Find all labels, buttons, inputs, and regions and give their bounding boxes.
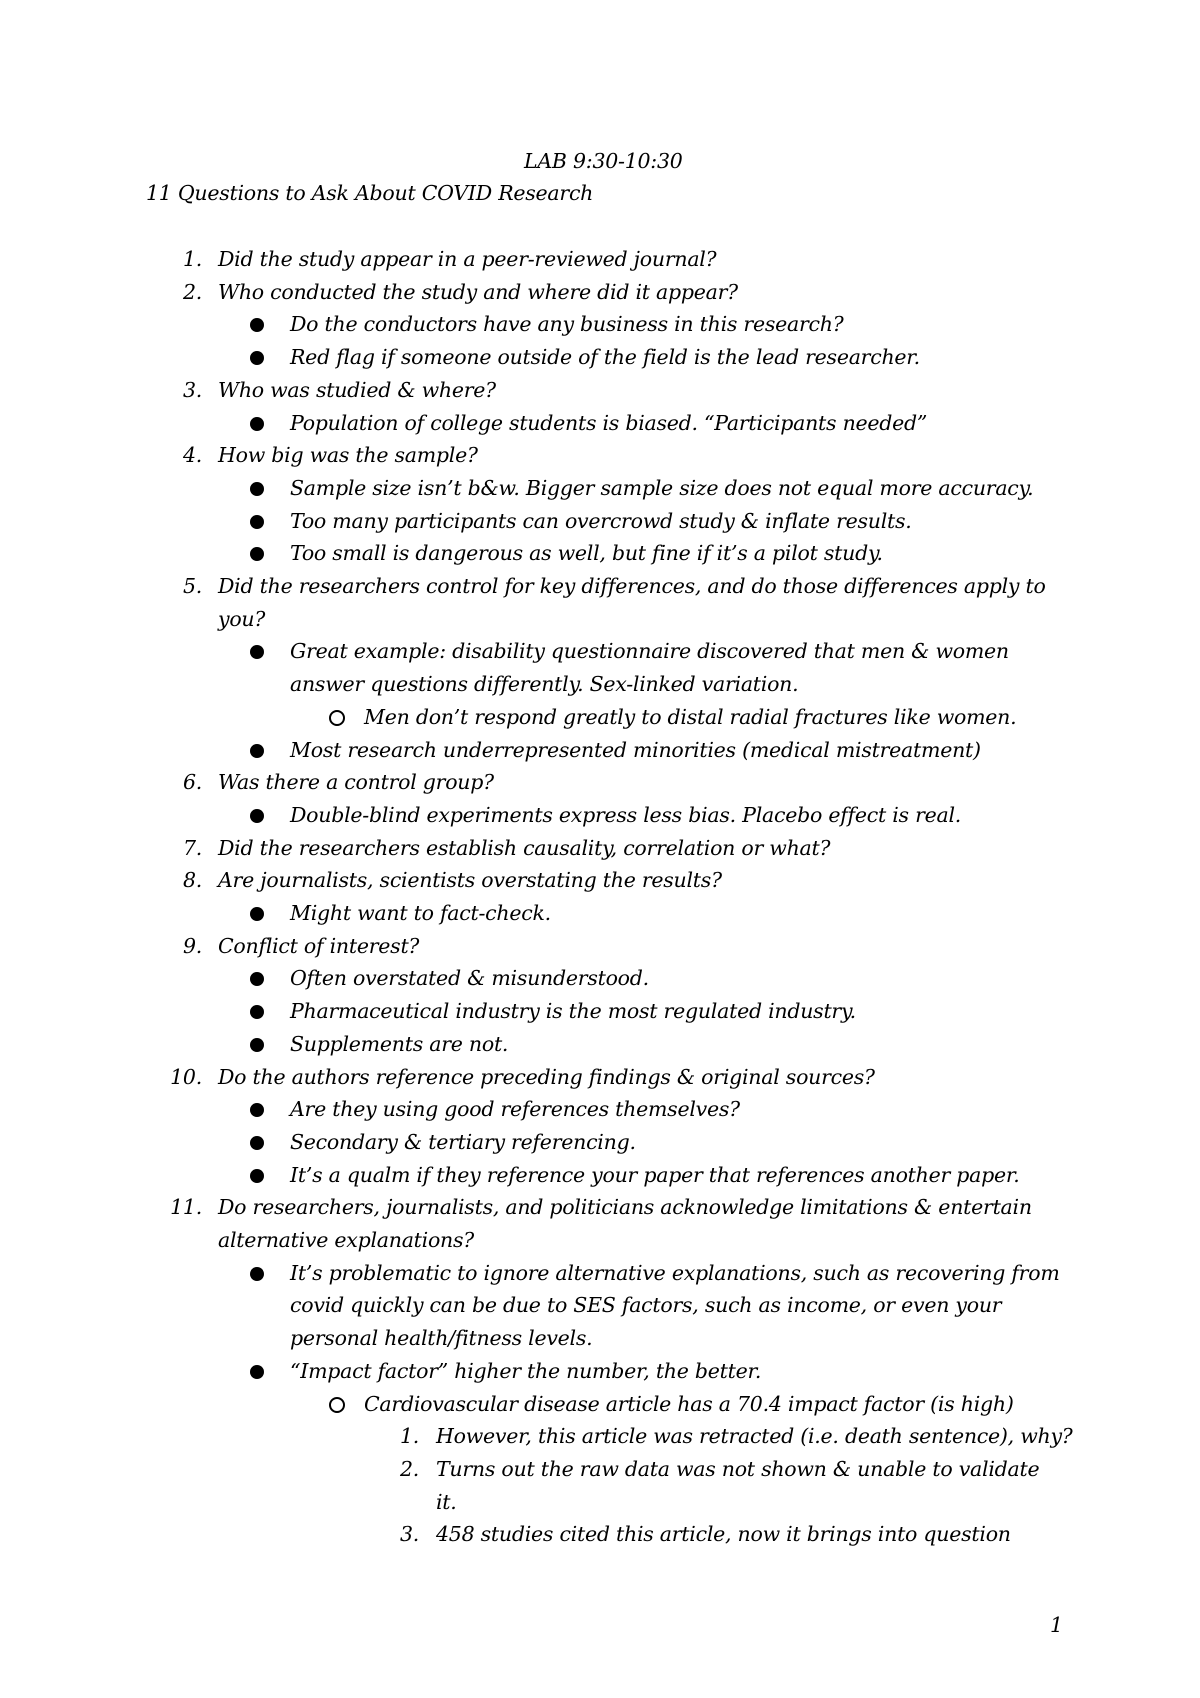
bullet-text: “Impact factor” higher the number, the better. (290, 1358, 762, 1383)
bullet-circle-icon (329, 1397, 345, 1413)
bullet-text: Do the conductors have any business in this research? (290, 312, 844, 337)
sub-bullet-text: Cardiovascular disease article has a 70.4 impact factor (is high) (364, 1391, 1014, 1416)
question-text: Who was studied & where? (218, 377, 496, 402)
bullet-text: It’s a qualm if they reference your paper that references another paper. (290, 1162, 1020, 1187)
bullet-circle-icon (329, 710, 345, 726)
question-number: 4. (182, 443, 202, 468)
bullet-dot-icon (250, 482, 264, 496)
bullet-text: Great example: disability questionnaire discovered that men & women (290, 639, 1009, 664)
document-title: LAB 9:30-10:30 (524, 149, 683, 173)
sub-item-text: However, this article was retracted (i.e. death sentence), why? (436, 1424, 1073, 1449)
bullet-dot-icon (250, 318, 264, 332)
bullet-text: Red flag if someone outside of the field is the lead researcher. (290, 345, 920, 370)
bullet-dot-icon (250, 1365, 264, 1379)
bullet-dot-icon (250, 809, 264, 823)
question-text: How big was the sample? (218, 443, 478, 468)
bullet-text: Might want to fact-check. (290, 901, 551, 925)
sub-item-number: 2. (399, 1456, 419, 1481)
question-text: Do researchers, journalists, and politicians acknowledge limitations & entertain (218, 1195, 1032, 1220)
question-number: 10. (170, 1064, 202, 1089)
question-number: 6. (182, 770, 202, 795)
bullet-dot-icon (250, 907, 264, 921)
sub-bullet-text: Men don’t respond greatly to distal radial fractures like women. (364, 704, 1017, 729)
question-text: Who conducted the study and where did it appear? (218, 279, 738, 304)
question-text: alternative explanations? (218, 1228, 475, 1252)
sub-item-number: 1. (399, 1424, 419, 1449)
page-number: 1 (1050, 1613, 1063, 1637)
bullet-dot-icon (250, 1169, 264, 1183)
bullet-text: Are they using good references themselves? (290, 1097, 740, 1122)
bullet-dot-icon (250, 351, 264, 365)
question-text: Conflict of interest? (218, 933, 420, 958)
bullet-text: Sample size isn’t b&w. Bigger sample size does not equal more accuracy. (290, 475, 1034, 500)
bullet-text: Double-blind experiments express less bias. Placebo effect is real. (290, 802, 962, 827)
sub-item-number: 3. (399, 1522, 419, 1547)
bullet-text: answer questions differently. Sex-linked variation. (290, 672, 799, 697)
bullet-text: covid quickly can be due to SES factors, such as income, or even your (290, 1293, 1002, 1318)
question-number: 1. (182, 247, 202, 271)
bullet-text: Most research underrepresented minorities (medical mistreatment) (290, 737, 981, 762)
bullet-dot-icon (250, 1103, 264, 1117)
question-text: Did the researchers control for key differences, and do those differences apply to (218, 574, 1046, 598)
bullet-text: Population of college students is biased. “Participants needed” (290, 410, 928, 435)
question-text: Do the authors reference preceding findings & original sources? (218, 1064, 875, 1089)
bullet-dot-icon (250, 744, 264, 758)
question-number: 9. (182, 933, 202, 958)
question-text: Did the researchers establish causality, correlation or what? (218, 835, 831, 860)
question-number: 2. (182, 279, 202, 304)
bullet-dot-icon (250, 1267, 264, 1281)
question-text: you? (218, 606, 266, 631)
bullet-text: Often overstated & misunderstood. (290, 966, 649, 991)
bullet-dot-icon (250, 417, 264, 431)
bullet-dot-icon (250, 645, 264, 659)
bullet-dot-icon (250, 972, 264, 986)
bullet-dot-icon (250, 547, 264, 561)
question-number: 11. (170, 1195, 202, 1220)
bullet-text: Pharmaceutical industry is the most regulated industry. (290, 999, 856, 1024)
question-text: Are journalists, scientists overstating the results? (218, 868, 722, 893)
question-number: 8. (182, 868, 202, 893)
sub-item-text: Turns out the raw data was not shown & unable to validate (436, 1456, 1040, 1481)
bullet-text: Supplements are not. (290, 1031, 509, 1056)
question-text: Did the study appear in a peer-reviewed journal? (218, 247, 717, 271)
sub-item-text: 458 studies cited this article, now it brings into question (436, 1522, 1011, 1547)
question-number: 5. (182, 574, 202, 598)
document-subtitle: 11 Questions to Ask About COVID Research (146, 181, 594, 205)
bullet-dot-icon (250, 515, 264, 529)
bullet-text: Too small is dangerous as well, but fine if it’s a pilot study. (290, 541, 883, 566)
bullet-text: Too many participants can overcrowd study & inflate results. (290, 508, 912, 533)
bullet-dot-icon (250, 1005, 264, 1019)
sub-item-text: it. (436, 1489, 457, 1514)
bullet-text: Secondary & tertiary referencing. (290, 1129, 636, 1154)
question-text: Was there a control group? (218, 770, 494, 795)
bullet-text: personal health/fitness levels. (290, 1326, 593, 1351)
bullet-text: It’s problematic to ignore alternative explanations, such as recovering from (290, 1260, 1060, 1285)
bullet-dot-icon (250, 1038, 264, 1052)
bullet-dot-icon (250, 1136, 264, 1150)
question-number: 7. (182, 835, 202, 860)
question-number: 3. (182, 377, 202, 402)
